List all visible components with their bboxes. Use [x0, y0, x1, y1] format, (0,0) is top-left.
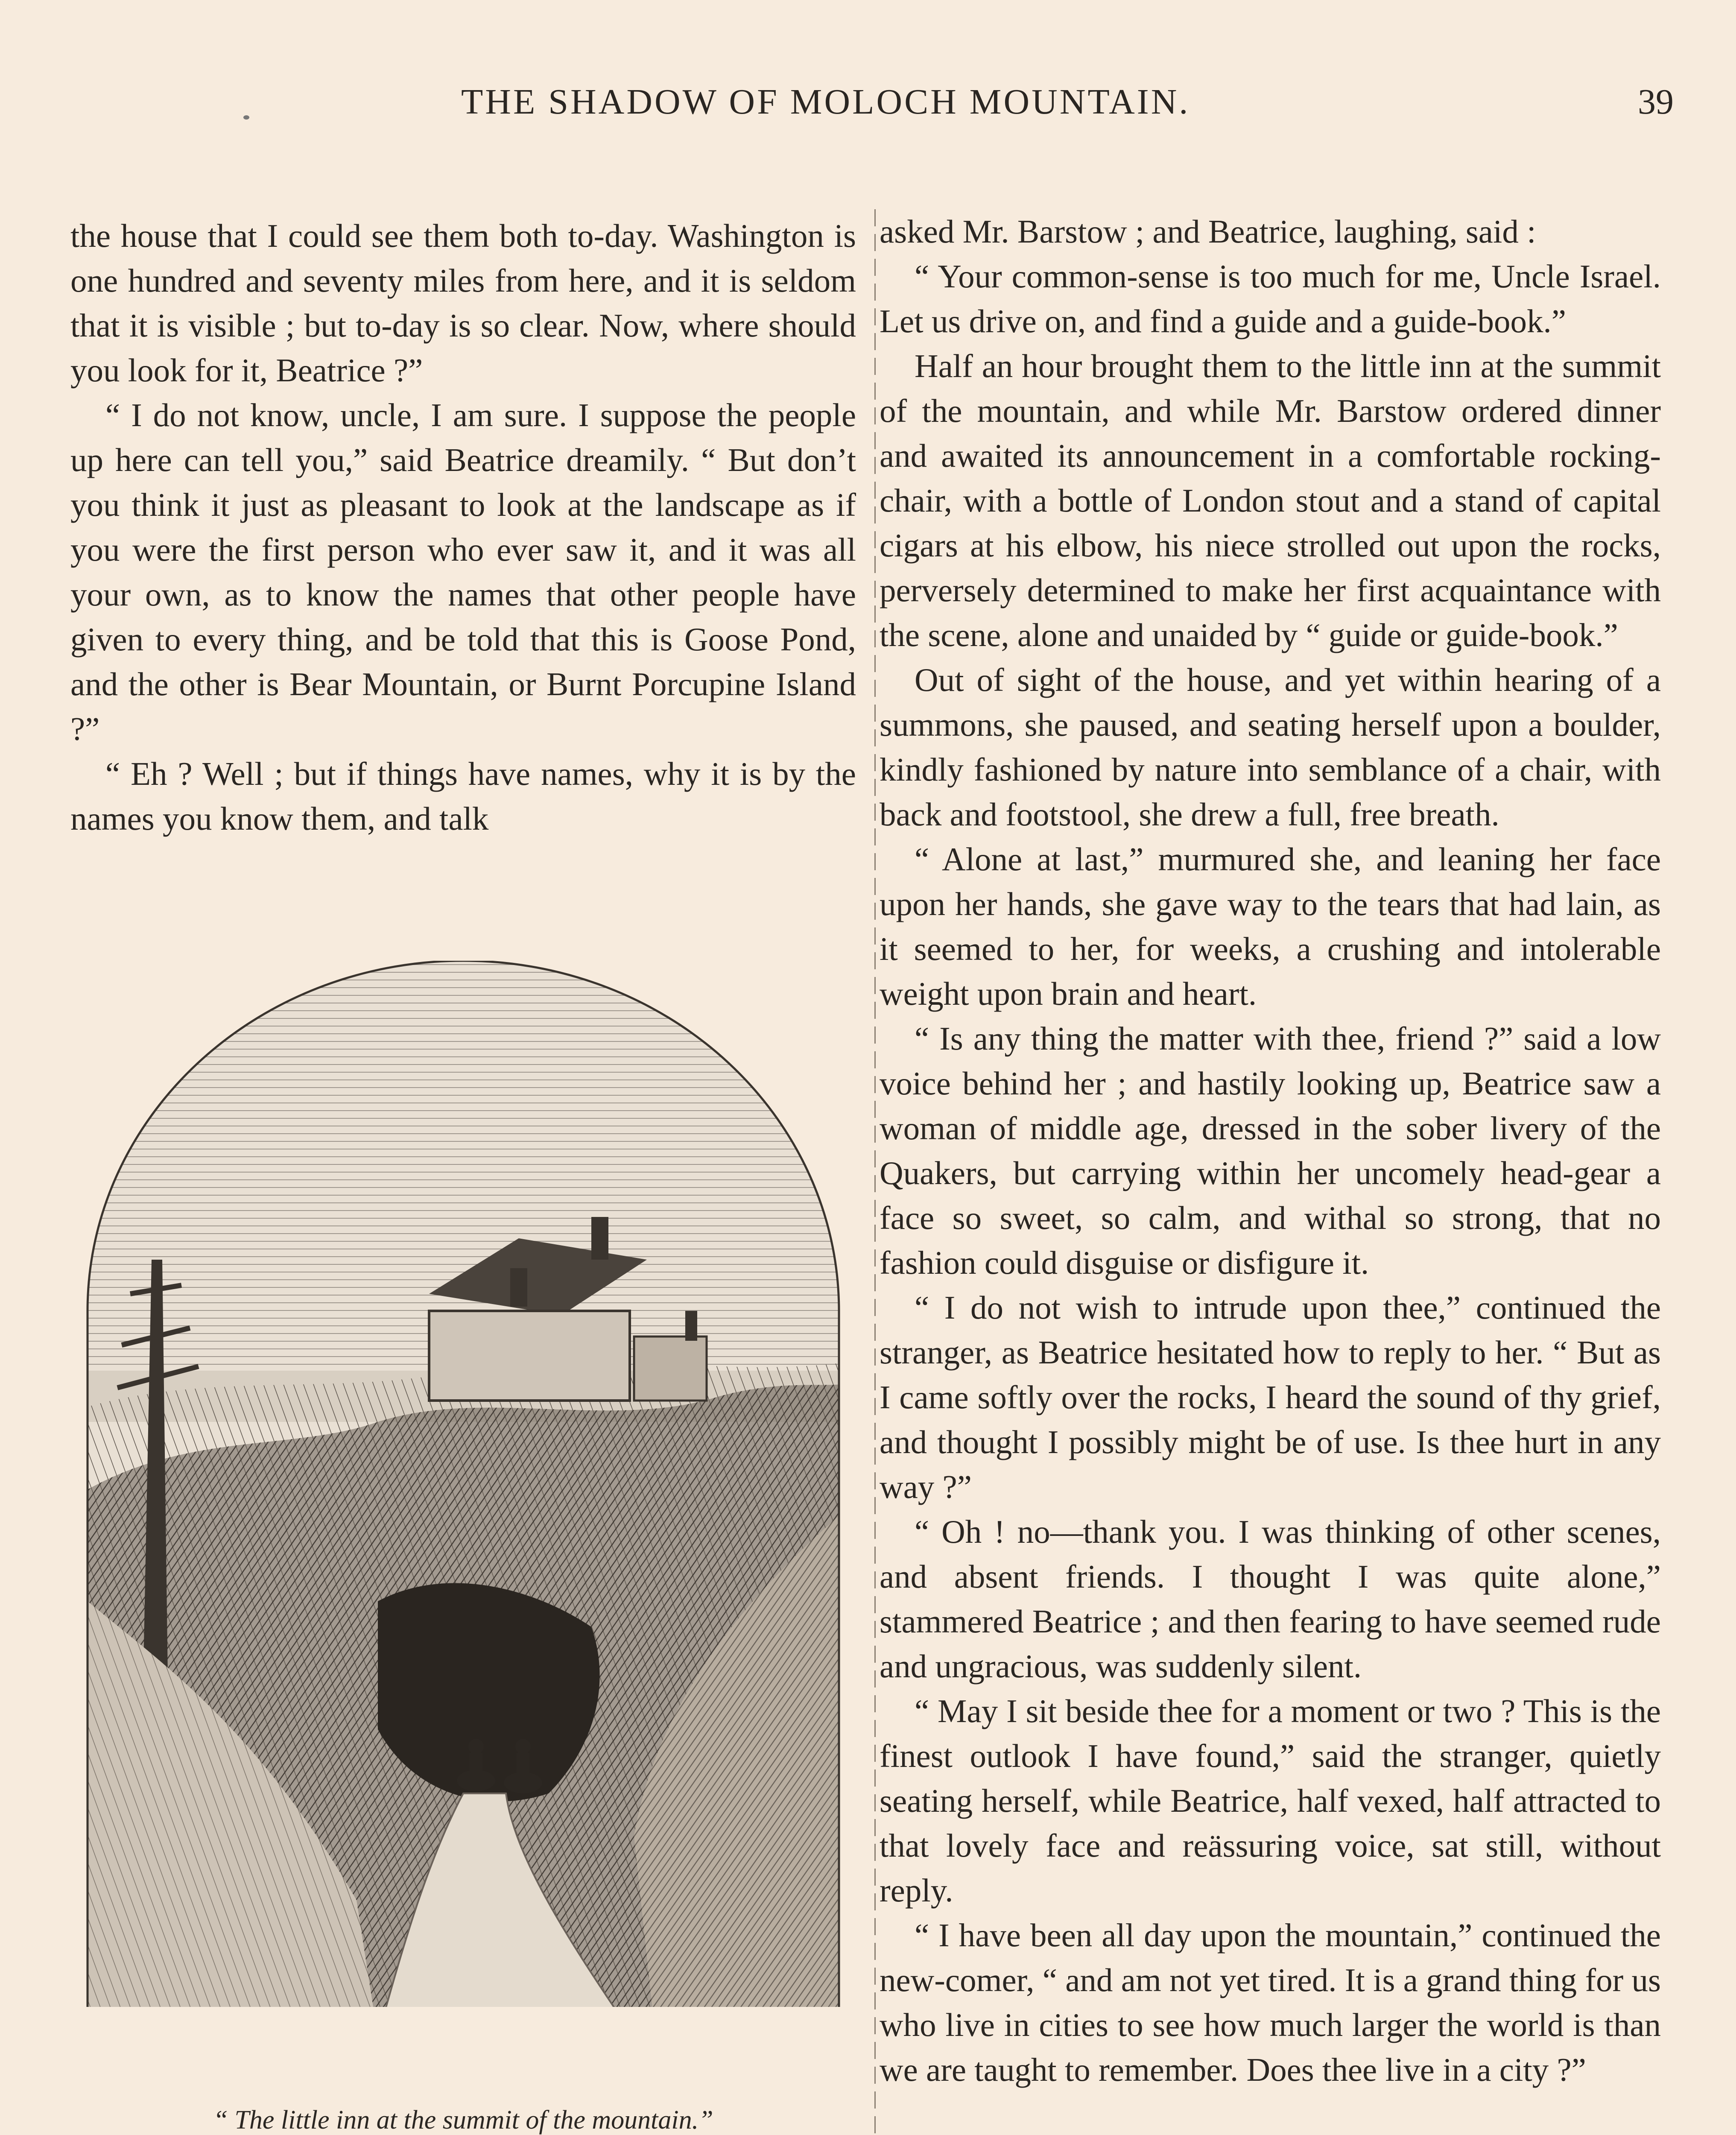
- figure-caption: “ The little inn at the summit of the mountain.”: [213, 2106, 713, 2135]
- paragraph: asked Mr. Barstow ; and Beatrice, laughing, said :: [880, 213, 1536, 250]
- paragraph: “ Eh ? Well ; but if things have names, why it is by the names you know them, and talk: [70, 755, 856, 837]
- ink-speck: [243, 115, 249, 120]
- paragraph: “ May I sit beside thee for a moment or two ? This is the finest outlook I have found,” said the stranger, quietly seating herself, while Beatrice, half vexed, half attracted to that lovely face and reässuring voice, sat still, without reply.: [880, 1693, 1661, 1909]
- right-column: [880, 209, 1661, 2092]
- paragraph: “ I do not know, uncle, I am sure. I suppose the people up here can tell you,” said Beatrice dreamily. “ But don’t you think it just as pleasant to look at the landscape as if you were the first person who ever saw it, and it was all your own, as to know the names that other people have given to every thing, and be told that this is Goose Pond, and the other is Bear Mountain, or Burnt Porcupine Island ?”: [70, 397, 856, 747]
- paragraph: Half an hour brought them to the little inn at the summit of the mountain, and while Mr. Barstow ordered dinner and awaited its announcement in a comfortable rocking-chair, with a bottle of London stout and a stand of capital cigars at his elbow, his niece strolled out upon the rocks, perversely determined to make her first acquaintance with the scene, alone and unaided by “ guide or guide-book.”: [880, 348, 1661, 653]
- paragraph: “ I do not wish to intrude upon thee,” continued the stranger, as Beatrice hesitated how to reply to her. “ But as I came softly over the rocks, I heard the sound of thy grief, and thought I possibly might be of use. Is thee hurt in any way ?”: [880, 1289, 1661, 1505]
- running-title: THE SHADOW OF MOLOCH MOUNTAIN.: [461, 82, 1190, 122]
- running-head: [77, 81, 1674, 132]
- engraving-illustration: [79, 961, 848, 2037]
- column-divider: [874, 209, 876, 2135]
- paragraph: “ Alone at last,” murmured she, and leaning her face upon her hands, she gave way to the tears that had lain, as it seemed to her, for weeks, a crushing and intolerable weight upon brain and heart.: [880, 841, 1661, 1012]
- paragraph: “ I have been all day upon the mountain,” continued the new-comer, “ and am not yet tired. It is a grand thing for us who live in cities to see how much larger the world is than we are taught to remember. Does thee live in a city ?”: [880, 1917, 1661, 2088]
- page-number: 39: [1638, 82, 1674, 122]
- left-column-top: [70, 214, 856, 841]
- paragraph: “ Oh ! no—thank you. I was thinking of other scenes, and absent friends. I thought I was quite alone,” stammered Beatrice ; and then fearing to have seemed rude and ungracious, was suddenly silent.: [880, 1513, 1661, 1685]
- paragraph: “ Your common-sense is too much for me, Uncle Israel. Let us drive on, and find a guide and a guide-book.”: [880, 258, 1661, 339]
- paragraph: the house that I could see them both to-day. Washington is one hundred and seventy miles from here, and it is seldom that it is visible ; but to-day is so clear. Now, where should you look for it, Beatrice ?”: [70, 217, 856, 389]
- paragraph: Out of sight of the house, and yet within hearing of a summons, she paused, and seating herself upon a boulder, kindly fashioned by nature into semblance of a chair, with back and footstool, she drew a full, free breath.: [880, 661, 1661, 833]
- paragraph: “ Is any thing the matter with thee, friend ?” said a low voice behind her ; and hastily looking up, Beatrice saw a woman of middle age, dressed in the sober livery of the Quakers, but carrying within her uncomely head-gear a face so sweet, so calm, and withal so strong, that no fashion could disguise or disfigure it.: [880, 1020, 1661, 1281]
